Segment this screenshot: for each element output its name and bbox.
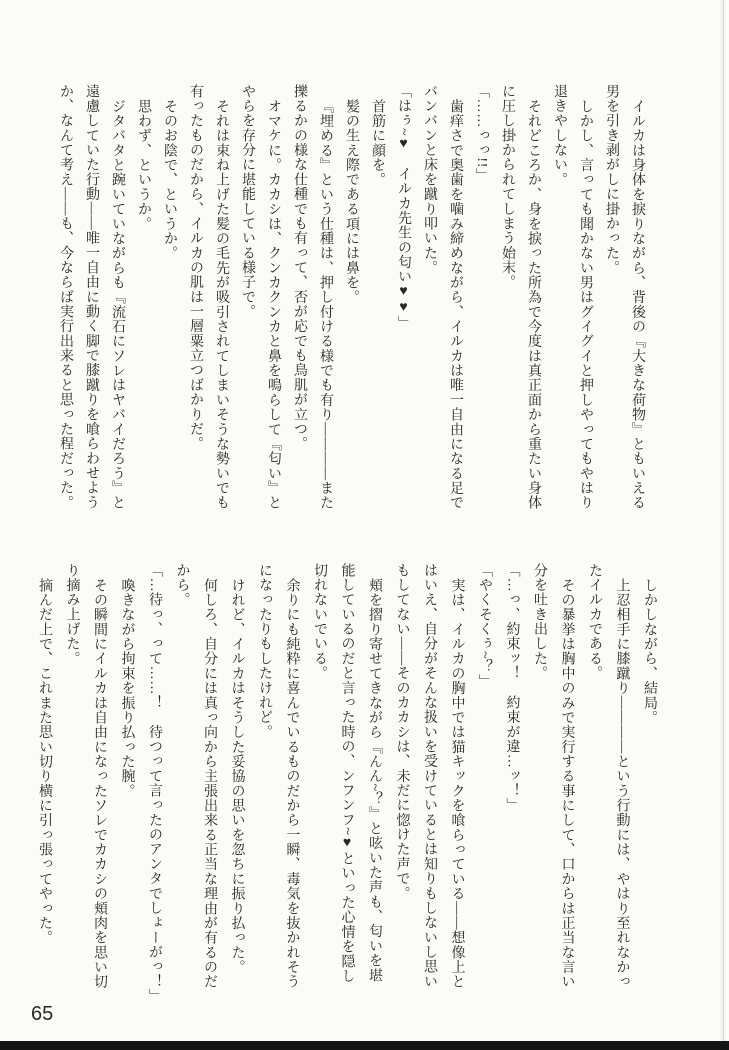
paragraph: 実は、イルカの胸中では猫キックを喰らっている――想像上とはいえ、自分がそんな扱いを受けているとは知りもしないし思いもしてない――そのカカシは、未だに惚けた声で。 <box>394 563 465 989</box>
paragraph: けれど、イルカはそうした妥協の思いを忽ちに振り払った。 <box>229 577 245 975</box>
dialogue-paragraph: 「はぅ~♥ イルカ先生の匂い♥♥」 <box>396 84 411 331</box>
paragraph: ジタバタと踠いていながらも『流石にソレはヤバイだろう』と遠慮していた行動――唯一自由に動く脚で膝蹴りを喰らわせようか、なんて考え――も、今ならば実行出来ると思った程だった。 <box>58 84 125 510</box>
page-edge-line <box>723 0 724 1041</box>
paragraph: 首筋に顔を。 <box>370 98 385 187</box>
paragraph: そのお陰で、というか。 <box>162 98 177 261</box>
dialogue-paragraph: 「……っっ!!」 <box>474 84 489 183</box>
dialogue-paragraph: 「やくそくぅ~？」 <box>477 563 492 689</box>
scan-bottom-band <box>0 1041 729 1050</box>
page-edge-shadow <box>719 0 729 1041</box>
paragraph: 余りにも純粋に喜んでいるものだから一瞬、毒気を抜かれそうになったりもしたけれど。 <box>257 563 300 989</box>
dialogue-paragraph: 「…っ、約束ッ！ 約束が違…ッ！」 <box>504 563 520 813</box>
paragraph: 頬を摺り寄せてきながら『んん~？』と呟いた声も、匂いを堪能しているのだと言った時の、ンフンフ~♥といった心情を隠し切れないでいる。 <box>312 563 382 984</box>
paragraph: 思わず、というか。 <box>136 98 151 231</box>
paragraph: 『埋める』という仕種は、押し付ける様でも有り――――また擽るかの様な仕種でも有って、否が応でも鳥肌が立つ。 <box>292 84 333 510</box>
text-block-top <box>52 84 650 511</box>
paragraph: 摘んだ上で、これまた思い切り横に引っ張ってやった。 <box>37 577 52 945</box>
paragraph: イルカは身体を捩りながら、背後の『大きな荷物』ともいえる男を引き剥がしに掛かった。 <box>604 84 645 510</box>
text-block-bottom <box>31 563 664 1004</box>
paragraph: 喚きながら拘束を振り払った腕。 <box>119 577 135 798</box>
paragraph: その瞬間にイルカは自由になったソレでカカシの頬肉を思い切り摘み上げた。 <box>64 563 107 989</box>
paragraph: 何しろ、自分には真っ向から主張出来る正当な理由が有るのだから。 <box>174 563 217 989</box>
paragraph: 歯痒さで奥歯を噛み締めながら、イルカは唯一自由になる足でバンバンと床を蹴り叩いた。 <box>422 84 463 510</box>
paragraph: その暴挙は胸中のみで実行する事にして、口からは正当な言い分を吐き出した。 <box>532 563 575 989</box>
page-number: 65 <box>31 1003 54 1025</box>
paragraph: オマケに。カカシは、クンカクンカと鼻を鳴らして『匂い』とやらを存分に堪能している様子で。 <box>240 84 281 510</box>
paragraph: 髪の生え際である項には鼻を。 <box>344 98 359 305</box>
dialogue-paragraph: 「…待っ、って……！ 待つって言ったのアンタでしょーがっ！」 <box>147 563 162 1004</box>
paragraph: 上忍相手に膝蹴り――――という行動には、やはり至れなかったイルカである。 <box>587 563 630 989</box>
paragraph: しかし、言っても聞かない男はグイグイと押しやってもやはり退きやしない。 <box>552 84 593 510</box>
paragraph: しかしながら、結局。 <box>642 577 657 725</box>
paragraph: それどころか、身を捩った所為で今度は真正面から重たい身体に圧し掛かられてしまう始末。 <box>500 84 541 510</box>
paragraph: それは束ね上げた髪の毛先が吸引されてしまいそうな勢いでも有ったものだから、イルカの肌は一層粟立つばかりだ。 <box>188 84 229 510</box>
